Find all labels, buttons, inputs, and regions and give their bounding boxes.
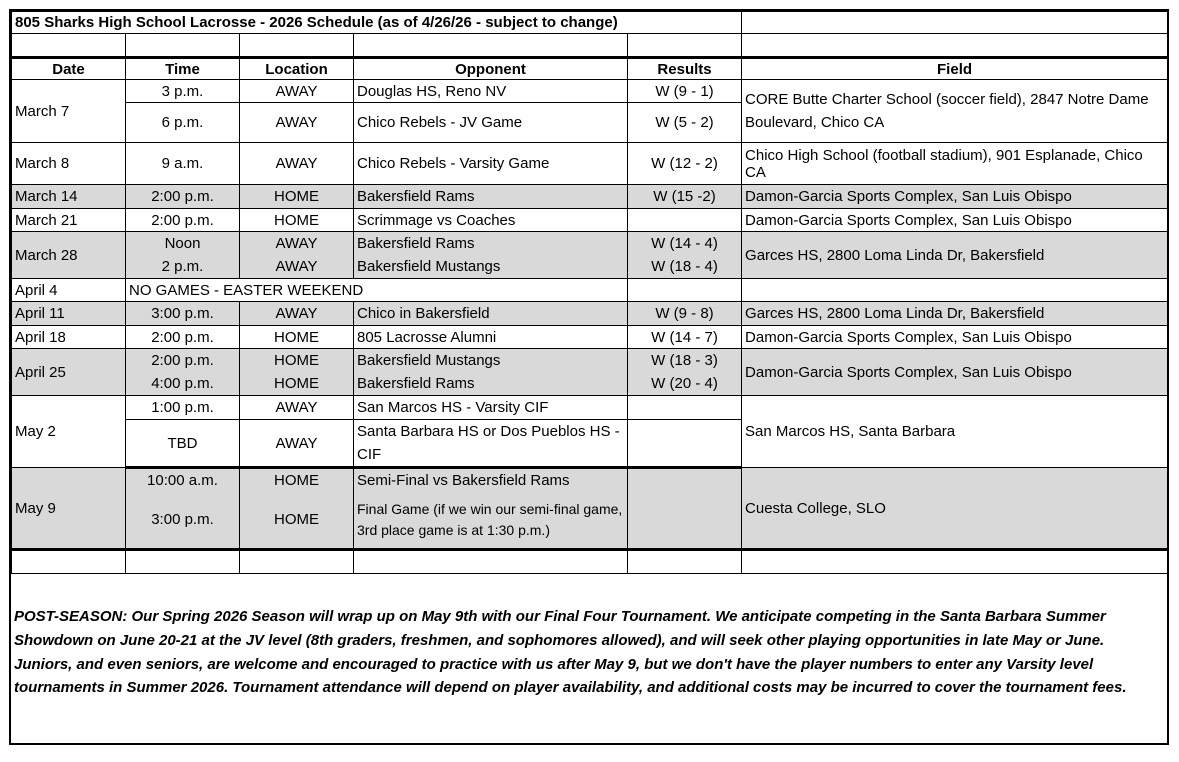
game-result: W (9 - 8) [628, 302, 742, 326]
game-location: AWAY [240, 232, 354, 255]
game-field: San Marcos HS, Santa Barbara [742, 396, 1168, 468]
game-field: Garces HS, 2800 Loma Linda Dr, Bakersfield [742, 302, 1168, 326]
game-location: AWAY [240, 80, 354, 103]
game-field: Damon-Garcia Sports Complex, San Luis Obispo [742, 185, 1168, 209]
game-result: W (15 -2) [628, 185, 742, 209]
game-location: HOME [240, 468, 354, 492]
game-result [628, 492, 742, 550]
game-result: W (14 - 7) [628, 326, 742, 349]
game-result: W (5 - 2) [628, 103, 742, 143]
game-location: HOME [240, 209, 354, 232]
game-field: Damon-Garcia Sports Complex, San Luis Obispo [742, 209, 1168, 232]
game-opponent: Chico Rebels - Varsity Game [354, 143, 628, 185]
game-field: Garces HS, 2800 Loma Linda Dr, Bakersfield [742, 232, 1168, 279]
game-opponent: Chico Rebels - JV Game [354, 103, 628, 143]
game-result [628, 468, 742, 492]
table-row [12, 279, 1168, 302]
game-date: May 9 [12, 468, 126, 550]
game-field: Damon-Garcia Sports Complex, San Luis Obispo [742, 349, 1168, 396]
header-location: Location [240, 58, 354, 80]
game-time: 2:00 p.m. [126, 209, 240, 232]
table-row [12, 143, 1168, 185]
game-date: April 18 [12, 326, 126, 349]
game-result: W (18 - 4) [628, 255, 742, 279]
game-time: 1:00 p.m. [126, 396, 240, 420]
game-field: Chico High School (football stadium), 901 Esplanade, Chico CA [742, 143, 1168, 185]
game-time: 2:00 p.m. [126, 349, 240, 373]
game-date: April 4 [12, 279, 126, 302]
post-season-note: POST-SEASON: Our Spring 2026 Season will wrap up on May 9th with our Final Four Tournament. We anticipate competing in the Santa Barbara Summer Showdown on June 20-21 at the JV level (8th graders, freshmen, and sophomores allowed), and will seek other playing opportunities in late May or June. Juniors, and even seniors, are welcome and encouraged to practice with us after May 9, but we don't have the player numbers to enter any Varsity level tournaments in Summer 2026. Tournament attendance will depend on player availability, and additional costs may be incurred to cover the tournament fees. [14, 608, 1127, 697]
game-location: AWAY [240, 255, 354, 279]
table-row [12, 302, 1168, 326]
game-time: 3:00 p.m. [126, 492, 240, 550]
game-opponent: 805 Lacrosse Alumni [354, 326, 628, 349]
schedule-title: 805 Sharks High School Lacrosse - 2026 Schedule (as of 4/26/26 - subject to change) [12, 12, 742, 34]
game-opponent: Scrimmage vs Coaches [354, 209, 628, 232]
header-opponent: Opponent [354, 58, 628, 80]
game-result: W (18 - 3) [628, 349, 742, 373]
game-result: W (9 - 1) [628, 80, 742, 103]
game-date: March 7 [12, 80, 126, 143]
game-date: March 8 [12, 143, 126, 185]
game-opponent: Santa Barbara HS or Dos Pueblos HS - CIF [354, 420, 628, 468]
game-time: TBD [126, 420, 240, 468]
table-row [12, 468, 1168, 492]
table-row [12, 349, 1168, 373]
game-location: HOME [240, 373, 354, 396]
table-row [12, 185, 1168, 209]
game-date: April 25 [12, 349, 126, 396]
game-location: HOME [240, 326, 354, 349]
game-date: April 11 [12, 302, 126, 326]
game-location: AWAY [240, 420, 354, 468]
game-date: March 28 [12, 232, 126, 279]
game-location: HOME [240, 185, 354, 209]
game-time: 2 p.m. [126, 255, 240, 279]
game-time: 6 p.m. [126, 103, 240, 143]
game-field: CORE Butte Charter School (soccer field), 2847 Notre Dame Boulevard, Chico CA [742, 80, 1168, 143]
game-location: AWAY [240, 103, 354, 143]
table-row [12, 396, 1168, 420]
game-opponent: Semi-Final vs Bakersfield Rams [354, 468, 628, 492]
game-date: March 14 [12, 185, 126, 209]
game-opponent: Bakersfield Mustangs [354, 349, 628, 373]
no-games-note: NO GAMES - EASTER WEEKEND [126, 279, 628, 302]
game-time: Noon [126, 232, 240, 255]
game-date: May 2 [12, 396, 126, 468]
game-opponent: Bakersfield Rams [354, 232, 628, 255]
game-field: Damon-Garcia Sports Complex, San Luis Obispo [742, 326, 1168, 349]
game-date: March 21 [12, 209, 126, 232]
game-result: W (12 - 2) [628, 143, 742, 185]
table-row [12, 326, 1168, 349]
game-result: W (20 - 4) [628, 373, 742, 396]
game-field: Cuesta College, SLO [742, 468, 1168, 550]
game-location: AWAY [240, 396, 354, 420]
game-opponent: Douglas HS, Reno NV [354, 80, 628, 103]
game-result: W (14 - 4) [628, 232, 742, 255]
header-time: Time [126, 58, 240, 80]
game-opponent: Final Game (if we win our semi-final game, 3rd place game is at 1:30 p.m.) [354, 492, 628, 550]
table-row [12, 209, 1168, 232]
game-time: 3:00 p.m. [126, 302, 240, 326]
game-time: 2:00 p.m. [126, 326, 240, 349]
schedule-table [11, 11, 1168, 574]
game-opponent: Bakersfield Rams [354, 185, 628, 209]
game-time: 2:00 p.m. [126, 185, 240, 209]
table-row [12, 232, 1168, 255]
header-results: Results [628, 58, 742, 80]
schedule-sheet [9, 9, 1169, 745]
game-opponent: Bakersfield Rams [354, 373, 628, 396]
game-location: AWAY [240, 143, 354, 185]
game-opponent: Bakersfield Mustangs [354, 255, 628, 279]
game-result [628, 420, 742, 468]
table-row [12, 80, 1168, 103]
header-date: Date [12, 58, 126, 80]
game-result [628, 396, 742, 420]
game-opponent: Chico in Bakersfield [354, 302, 628, 326]
game-opponent: San Marcos HS - Varsity CIF [354, 396, 628, 420]
game-time: 10:00 a.m. [126, 468, 240, 492]
game-result [628, 209, 742, 232]
game-time: 3 p.m. [126, 80, 240, 103]
game-time: 9 a.m. [126, 143, 240, 185]
game-time: 4:00 p.m. [126, 373, 240, 396]
game-location: HOME [240, 349, 354, 373]
header-field: Field [742, 58, 1168, 80]
game-location: HOME [240, 492, 354, 550]
game-location: AWAY [240, 302, 354, 326]
